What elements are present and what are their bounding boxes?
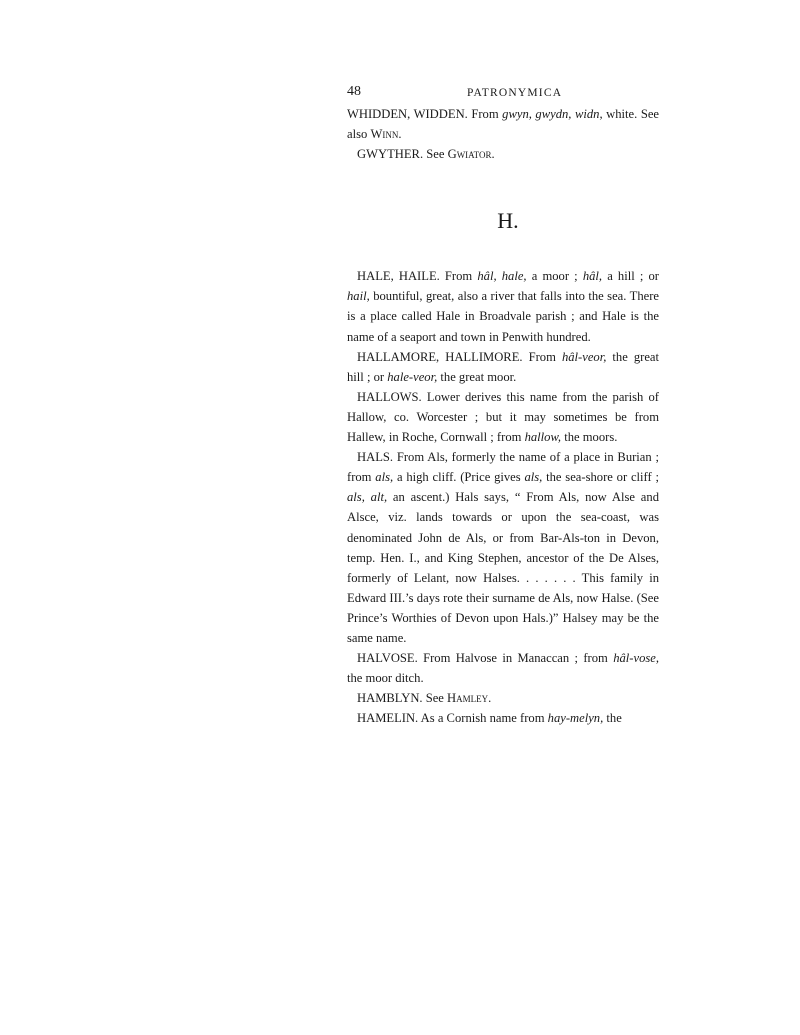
- entry-hallamore: HALLAMORE, HALLIMORE. From hâl-veor, the great hill ; or hale-veor, the great moor.: [347, 349, 659, 384]
- etymon: als,: [375, 470, 394, 485]
- etymon: hâl-vose,: [613, 651, 659, 666]
- entry-hals: HALS. From Als, formerly the name of a place in Burian ; from als, a high cliff. (Price gives als, the sea-shore or cliff ; als, alt, an ascent.) Hals says, “ From Als, now Alse and Alsce, viz. lands towards or upon the sea-coast, was denominated John de Als, or from Bar-Als-ton in Devon, temp. Hen. I., and King Stephen, ancestor of the De Alses, formerly of Lelant, now Halses. . . . . . . This family in Edward III.’s days rote their surname de Als, now Halse. (See Prince’s Worthies of Devon upon Hals.)” Halsey may be the same name.: [347, 450, 659, 645]
- entry-hamblyn: HAMBLYN. See Hamley.: [357, 691, 492, 706]
- etymon: hale-veor,: [387, 369, 438, 384]
- etymon: hail,: [347, 289, 370, 304]
- etymon: hâl, hale,: [477, 269, 527, 284]
- headword: HALLAMORE, HALLIMORE.: [357, 349, 523, 364]
- book-page: [347, 82, 659, 728]
- etymon: hâl-veor,: [561, 349, 607, 364]
- running-head: [347, 82, 659, 104]
- etymon: als, alt,: [347, 490, 388, 505]
- headword: GWYTHER.: [357, 147, 424, 162]
- headword: WHIDDEN, WIDDEN.: [347, 107, 468, 121]
- headword: HAMELIN.: [357, 711, 419, 726]
- etymon: als,: [524, 470, 543, 485]
- page-number: 48: [347, 84, 361, 99]
- entry-hale: HALE, HAILE. From hâl, hale, a moor ; hâl, a hill ; or hail, bountiful, great, also a river that falls into the sea. There is a place called Hale in Broadvale parish ; and Hale is the name of a seaport and town in Penwith hundred.: [347, 269, 659, 344]
- headword: HALVOSE.: [357, 651, 418, 666]
- entry-halvose: HALVOSE. From Halvose in Manaccan ; from hâl-vose, the moor ditch.: [347, 651, 659, 686]
- cross-reference: Gwiator: [447, 147, 492, 162]
- cross-reference: Winn: [370, 127, 399, 142]
- etymon: hay-melyn,: [547, 711, 604, 726]
- headword: HALS.: [357, 450, 394, 465]
- entry-whidden: WHIDDEN, WIDDEN. From gwyn, gwydn, widn, white. See also Winn.: [347, 107, 660, 142]
- section-letter: H.: [497, 208, 519, 234]
- headword: HALLOWS.: [357, 389, 422, 404]
- running-title: PATRONYMICA: [467, 87, 563, 99]
- etymon: hallow,: [524, 430, 562, 445]
- etymon: hâl,: [582, 269, 603, 284]
- etymon: gwyn, gwydn, widn,: [502, 107, 603, 121]
- headword: HALE, HAILE.: [357, 269, 440, 284]
- entry-hallows: HALLOWS. Lower derives this name from the parish of Hallow, co. Worcester ; but it may sometimes be from Hallew, in Roche, Cornwall ; from hallow, the moors.: [347, 389, 659, 445]
- headword: HAMBLYN.: [357, 691, 423, 706]
- cross-reference: Hamley: [447, 691, 489, 706]
- entry-hamelin: HAMELIN. As a Cornish name from hay-melyn, the: [357, 711, 622, 726]
- entry-gwyther: GWYTHER. See Gwiator.: [357, 147, 495, 162]
